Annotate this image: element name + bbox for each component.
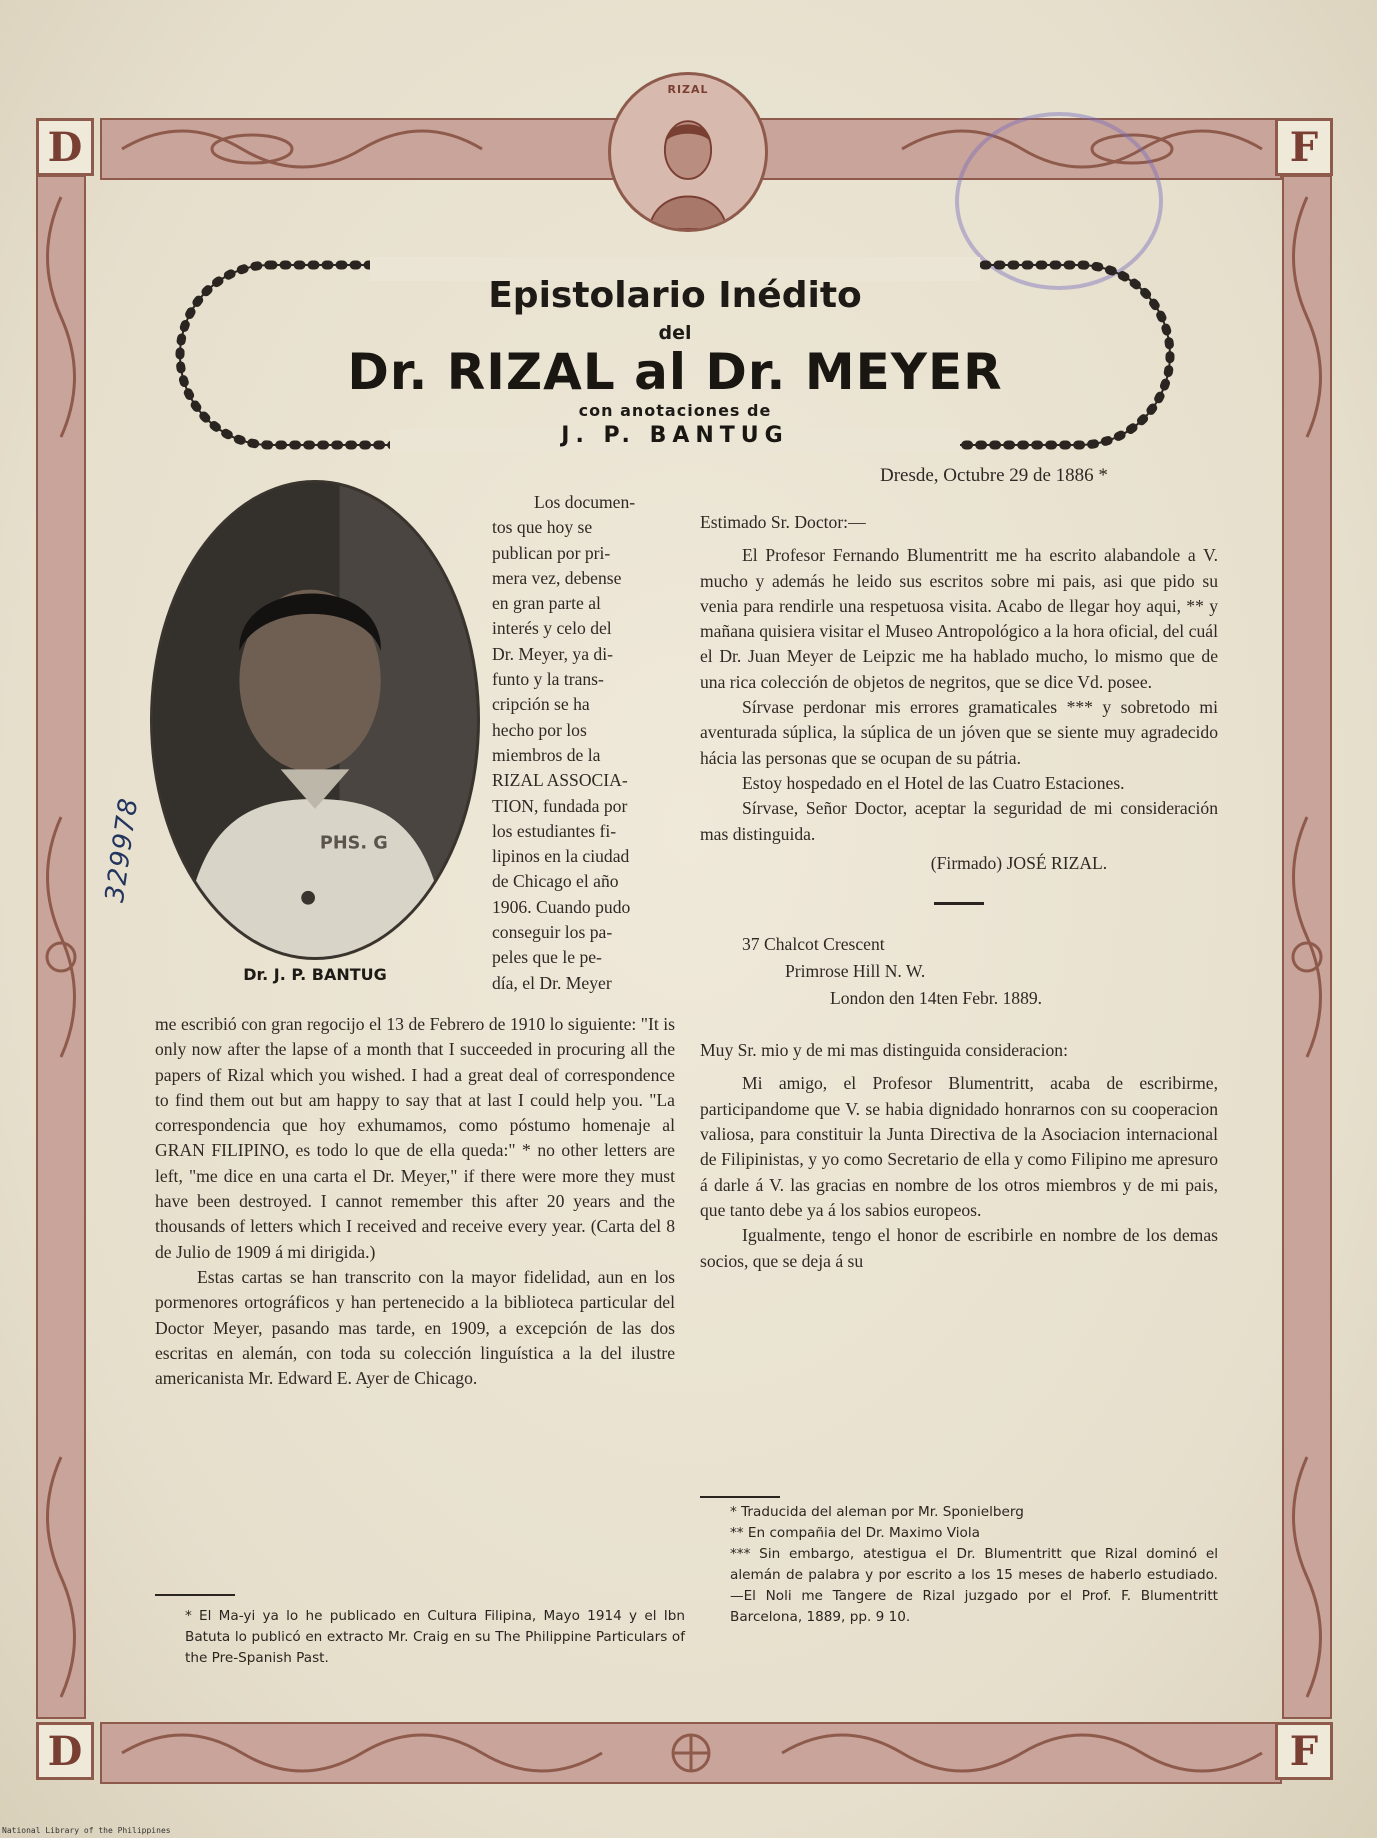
border-right-ornament — [1282, 175, 1332, 1719]
footnote-rule — [700, 1496, 780, 1498]
letter1-paragraph-1: El Profesor Fernando Blumentritt me ha escrito alabandole a V. mucho y además he leido sus escritos sobre mi pais, asi que pido su venia para rendirle una respetuosa visita. Acabo de llegar hoy aqui, ** y mañana quisiera visitar el Museo Antropológico a la hora oficial, del cuál el Dr. Juan Meyer de Leipzic me ha hablado mucho, lo mismo que de una rica colección de objetos de negritos, que se dice Vd. posee. — [700, 545, 1218, 692]
intro-line: lipinos en la ciudad — [492, 846, 630, 867]
footnote-item: *** Sin embargo, atestigua el Dr. Blumentritt que Rizal dominó el alemán de palabra y por escrito a los 15 meses de haberlo estudiado.—El Noli me Tangere de Rizal juzgado por el Prof. F. Blumentritt Barcelona, 1889, pp. 9 10. — [730, 1546, 1218, 1625]
intro-line: hecho por los — [492, 719, 587, 740]
corner-letter-top-left: D — [36, 118, 94, 176]
intro-line: peles que le pe- — [492, 947, 602, 968]
medallion-label: RIZAL — [667, 83, 709, 96]
intro-line: de Chicago el año — [492, 871, 619, 892]
letter1-paragraph-3: Estoy hospedado en el Hotel de las Cuatro Estaciones. — [742, 772, 1125, 793]
letter2-paragraph-2: Igualmente, tengo el honor de escribirle en nombre de los demas socios, que se deja á su — [700, 1225, 1218, 1271]
letter1-dateline: Dresde, Octubre 29 de 1886 * — [880, 465, 1108, 486]
page-title: Dr. RIZAL al Dr. MEYER — [347, 343, 1003, 401]
corner-letter-bottom-right: F — [1275, 1722, 1333, 1780]
medallion-portrait-icon — [611, 75, 765, 229]
title-epistolario: Epistolario Inédito — [488, 275, 862, 316]
intro-line: funto y la trans- — [492, 669, 604, 690]
corner-letter-bottom-left: D — [36, 1722, 94, 1780]
intro-line: cripción se ha — [492, 694, 590, 715]
border-left-ornament — [36, 175, 86, 1719]
portrait-caption: Dr. J. P. BANTUG — [243, 965, 387, 984]
intro-line: día, el Dr. Meyer — [492, 972, 612, 993]
intro-line: en gran parte al — [492, 593, 601, 614]
handwritten-catalog-number: 329978 — [100, 795, 145, 905]
letter1-paragraph-2: Sírvase perdonar mis errores gramaticales *** y sobretodo mi aventurada súplica, la súplica de un jóven que se siente muy agradecido hácia las personas que se ocupan de su pátria. — [700, 697, 1218, 768]
portrait-photo-icon — [153, 483, 477, 957]
intro-full-column — [155, 1012, 675, 1391]
library-credit: National Library of the Philippines — [2, 1826, 171, 1835]
letter2-paragraph-1: Mi amigo, el Profesor Blumentritt, acaba de escribirme, participandome que V. se habia dignidado honrarnos con su cooperacion valiosa, para constituir la Junta Directiva de la Asociacion internacional de Filipinistas, y yo como Secretario de ella y como Filipino me apresuro á darle á V. las gracias en nombre de los otros miembros y de mi pais, que tanto debe ya á los sabios europeos. — [700, 1073, 1218, 1220]
title-del: del — [658, 322, 692, 344]
letter1-paragraph-4: Sírvase, Señor Doctor, aceptar la seguridad de mi consideración mas distinguida. — [700, 798, 1218, 844]
title-cartouche — [170, 255, 1180, 455]
intro-paragraph-1: me escribió con gran regocijo el 13 de Febrero de 1910 lo siguiente: "It is only now after the lapse of a month that I succeeded in procuring all the papers of Rizal which you wished. I had a great deal of correspondence to find them out but am happy to say that at last I could help you. "La correspondencia que hoy exhumamos, como póstumo homenaje al GRAN FILIPINO, es todo lo que de ella queda:" * no other letters are left, "me dice en una carta el Dr. Meyer," if there were more they must have been destroyed. I cannot remember this after 20 years and the thousands of letters which I received and receive every year. (Carta del 8 de Julio de 1909 á mi dirigida.) — [155, 1014, 675, 1262]
intro-line: RIZAL ASSOCIA- — [492, 770, 628, 791]
corner-letter-top-right: F — [1275, 118, 1333, 176]
section-divider — [934, 902, 984, 905]
footnotes-right — [700, 1490, 1218, 1628]
letter2-address-line: 37 Chalcot Crescent — [742, 934, 885, 955]
intro-line: tos que hoy se — [492, 517, 593, 538]
intro-line: Dr. Meyer, ya di- — [492, 643, 613, 664]
rizal-medallion — [608, 72, 768, 232]
title-author: J. P. BANTUG — [561, 423, 789, 448]
intro-line: los estudiantes fi- — [492, 820, 617, 841]
letter2-salutation: Muy Sr. mio y de mi mas distinguida consideracion: — [700, 1040, 1068, 1061]
uniform-letters: PHS. G — [319, 833, 388, 854]
intro-line: 1906. Cuando pudo — [492, 896, 631, 917]
letter2-address-line: London den 14ten Febr. 1889. — [830, 988, 1043, 1009]
intro-line: publican por pri- — [492, 542, 611, 563]
letter2-address-line: Primrose Hill N. W. — [785, 961, 926, 982]
letter1-signature: (Firmado) JOSÉ RIZAL. — [930, 852, 1108, 873]
footnote-item: ** En compañia del Dr. Maximo Viola — [730, 1525, 980, 1541]
bantug-portrait — [150, 480, 480, 960]
letter1-salutation: Estimado Sr. Doctor:— — [700, 512, 866, 532]
footnote-rule — [155, 1594, 235, 1596]
intro-paragraph-2: Estas cartas se han transcrito con la mayor fidelidad, aun en los pormenores ortográficos y han pertenecido a la biblioteca particular del Doctor Meyer, pasando mas tarde, en 1909, a excepción de las dos escritas en alemán, con toda su colección linguística a la del ilustre americanista Mr. Edward E. Ayer de Chicago. — [155, 1266, 675, 1389]
footnote-item: * Traducida del aleman por Mr. Sponielberg — [730, 1504, 1024, 1520]
letter2-address — [700, 931, 1218, 1012]
letters-column — [700, 490, 1218, 1274]
intro-line: conseguir los pa- — [492, 922, 613, 943]
border-bottom-ornament — [100, 1722, 1282, 1784]
intro-line: mera vez, debense — [492, 567, 622, 588]
title-annotations: con anotaciones de — [578, 401, 772, 420]
intro-line: miembros de la — [492, 744, 601, 765]
intro-line: Los documen- — [534, 492, 636, 512]
intro-line: TION, fundada por — [492, 795, 628, 816]
footnote-left — [155, 1588, 685, 1669]
footnote-ma-yi: * El Ma-yi ya lo he publicado en Cultura Filipina, Mayo 1914 y el Ibn Batuta lo publicó en extracto Mr. Craig en su The Philippine Particulars of the Pre-Spanish Past. — [185, 1608, 685, 1666]
intro-line: interés y celo del — [492, 618, 612, 639]
intro-narrow-column — [492, 490, 672, 996]
